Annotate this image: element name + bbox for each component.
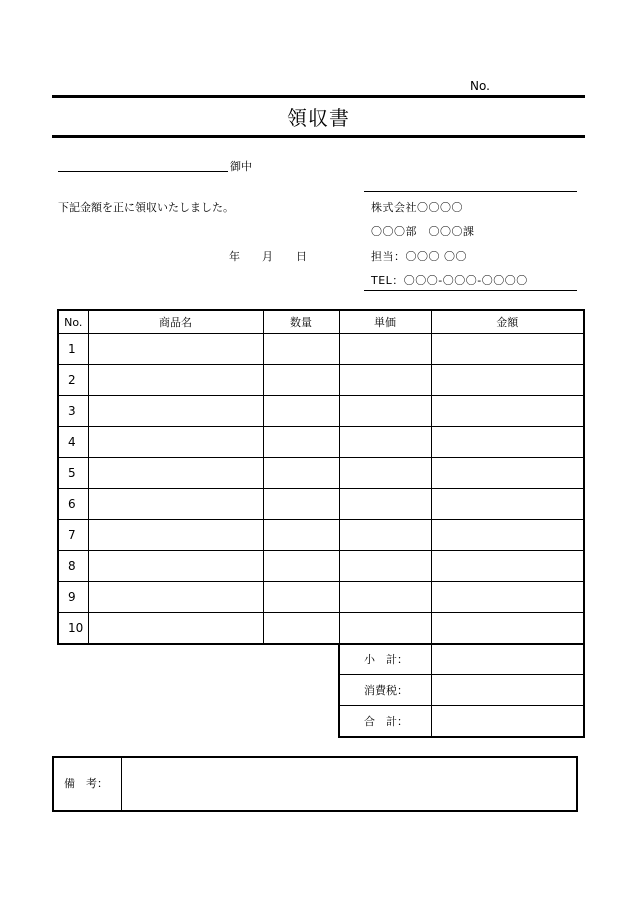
- product-name-cell[interactable]: [88, 520, 263, 551]
- quantity-cell[interactable]: [263, 551, 339, 582]
- row-number: 10: [58, 613, 88, 645]
- subtotal-label: 小 計：: [339, 644, 431, 675]
- table-row: [58, 458, 584, 489]
- quantity-cell[interactable]: [263, 613, 339, 645]
- unit-price-cell[interactable]: [339, 458, 431, 489]
- subtotal-value-cell[interactable]: [431, 644, 584, 675]
- amount-cell[interactable]: [431, 613, 584, 645]
- amount-cell[interactable]: [431, 582, 584, 613]
- receipt-statement: 下記金額を正に領収いたしました。: [58, 201, 234, 214]
- row-number: 6: [58, 489, 88, 520]
- unit-price-cell[interactable]: [339, 365, 431, 396]
- issuer-contact: 担当：〇〇〇 〇〇: [371, 250, 467, 263]
- issuer-department: 〇〇〇部 〇〇〇課: [371, 225, 475, 238]
- table-row: [58, 334, 584, 365]
- unit-price-cell[interactable]: [339, 613, 431, 645]
- product-name-cell[interactable]: [88, 489, 263, 520]
- amount-cell[interactable]: [431, 334, 584, 365]
- amount-cell[interactable]: [431, 520, 584, 551]
- tax-row: [339, 675, 584, 706]
- table-row: [58, 427, 584, 458]
- quantity-cell[interactable]: [263, 334, 339, 365]
- receipt-number-label: No.: [470, 79, 490, 93]
- product-name-cell[interactable]: [88, 458, 263, 489]
- amount-cell[interactable]: [431, 551, 584, 582]
- total-value-cell[interactable]: [431, 706, 584, 738]
- quantity-cell[interactable]: [263, 365, 339, 396]
- table-row: [58, 520, 584, 551]
- header-amount: 金額: [431, 310, 584, 334]
- page-title: 領収書: [287, 106, 350, 130]
- row-number: 5: [58, 458, 88, 489]
- table-row: [58, 551, 584, 582]
- row-number: 2: [58, 365, 88, 396]
- amount-cell[interactable]: [431, 365, 584, 396]
- unit-price-cell[interactable]: [339, 520, 431, 551]
- items-table-header: [58, 310, 584, 334]
- table-row: [58, 365, 584, 396]
- issuer-company: 株式会社〇〇〇〇: [371, 201, 463, 214]
- header-quantity: 数量: [263, 310, 339, 334]
- unit-price-cell[interactable]: [339, 427, 431, 458]
- tax-label: 消費税：: [339, 675, 431, 706]
- table-row: [58, 582, 584, 613]
- remarks-label: 備 考：: [54, 758, 122, 810]
- product-name-cell[interactable]: [88, 613, 263, 645]
- row-number: 7: [58, 520, 88, 551]
- totals-table: [338, 643, 585, 738]
- product-name-cell[interactable]: [88, 396, 263, 427]
- remarks-box: [52, 756, 578, 812]
- issuer-bottom-rule: [364, 290, 577, 291]
- header-product-name: 商品名: [88, 310, 263, 334]
- product-name-cell[interactable]: [88, 582, 263, 613]
- row-number: 3: [58, 396, 88, 427]
- unit-price-cell[interactable]: [339, 396, 431, 427]
- row-number: 9: [58, 582, 88, 613]
- unit-price-cell[interactable]: [339, 582, 431, 613]
- header-no: No.: [58, 310, 88, 334]
- product-name-cell[interactable]: [88, 551, 263, 582]
- tax-value-cell[interactable]: [431, 675, 584, 706]
- remarks-content[interactable]: [122, 758, 576, 810]
- total-row: [339, 706, 584, 738]
- quantity-cell[interactable]: [263, 582, 339, 613]
- table-row: [58, 613, 584, 645]
- quantity-cell[interactable]: [263, 427, 339, 458]
- quantity-cell[interactable]: [263, 396, 339, 427]
- amount-cell[interactable]: [431, 489, 584, 520]
- addressee-suffix: 御中: [230, 160, 252, 173]
- quantity-cell[interactable]: [263, 489, 339, 520]
- header-unit-price: 単価: [339, 310, 431, 334]
- quantity-cell[interactable]: [263, 458, 339, 489]
- unit-price-cell[interactable]: [339, 334, 431, 365]
- unit-price-cell[interactable]: [339, 551, 431, 582]
- amount-cell[interactable]: [431, 427, 584, 458]
- amount-cell[interactable]: [431, 458, 584, 489]
- addressee-name-line[interactable]: [58, 171, 228, 172]
- amount-cell[interactable]: [431, 396, 584, 427]
- items-table: [57, 309, 585, 645]
- total-label: 合 計：: [339, 706, 431, 738]
- issuer-phone: TEL：〇〇〇-〇〇〇-〇〇〇〇: [371, 274, 528, 287]
- row-number: 1: [58, 334, 88, 365]
- table-row: [58, 489, 584, 520]
- date-month-label: 月: [262, 250, 273, 263]
- row-number: 8: [58, 551, 88, 582]
- product-name-cell[interactable]: [88, 427, 263, 458]
- product-name-cell[interactable]: [88, 334, 263, 365]
- unit-price-cell[interactable]: [339, 489, 431, 520]
- subtotal-row: [339, 644, 584, 675]
- title-bottom-rule: [52, 135, 585, 138]
- product-name-cell[interactable]: [88, 365, 263, 396]
- table-row: [58, 396, 584, 427]
- quantity-cell[interactable]: [263, 520, 339, 551]
- issuer-top-rule: [364, 191, 577, 192]
- title-top-rule: [52, 95, 585, 98]
- row-number: 4: [58, 427, 88, 458]
- date-day-label: 日: [296, 250, 307, 263]
- date-year-label: 年: [229, 250, 240, 263]
